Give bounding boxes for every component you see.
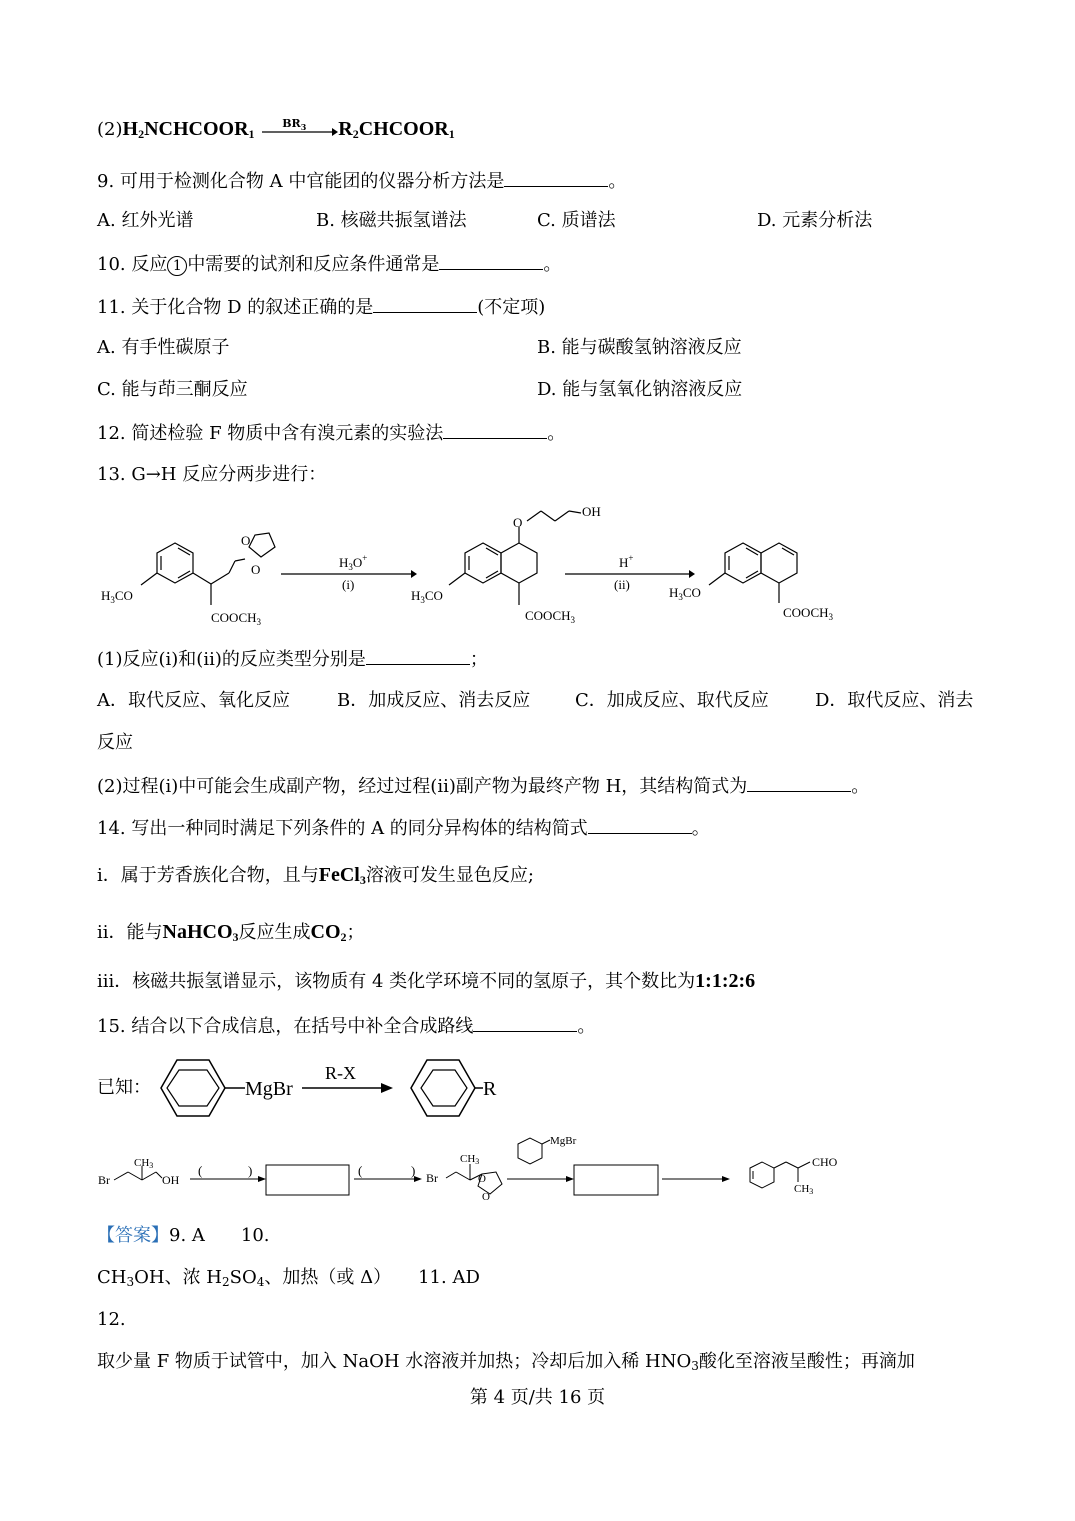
answer-line-3: 12. [97, 1309, 126, 1330]
q9-end: 。 [608, 171, 627, 192]
q14-end: 。 [691, 818, 710, 839]
ring-o-top: O [241, 533, 251, 548]
step2-reagent: H+ [619, 553, 634, 570]
q10-stem [97, 251, 561, 277]
ratio-value: 1:1:2:6 [695, 970, 756, 992]
q11-stem [97, 294, 545, 320]
q14-condition-1 [97, 863, 534, 892]
cond2-post: ； [346, 922, 365, 943]
arrow-icon [260, 122, 338, 142]
q9-option-b: B. 核磁共振氢谱法 [316, 210, 467, 231]
q13-sub1-stem [97, 646, 488, 672]
answer-blank[interactable] [504, 168, 608, 187]
rx-reagent: R-X [325, 1063, 356, 1083]
reactant-formula: $H_2NCHCOOR_1$ [122, 118, 255, 141]
circled-number: 1 [167, 256, 187, 276]
step1-reagent: $H_3O^+$ [339, 553, 368, 572]
answer-line-1 [97, 1224, 270, 1248]
answer-line-4: 取少量 F 物质于试管中，加入 NaOH 水溶液并加热；冷却后加入稀 $HNO_3$酸化至溶液呈酸性；再滴加 [97, 1351, 915, 1373]
q13-option-c: C．加成反应、取代反应 [575, 690, 769, 711]
q14-stem [97, 815, 710, 841]
q13-option-d: D．取代反应、消去 [815, 690, 974, 711]
q9-option-d: D. 元素分析法 [757, 210, 873, 231]
cooch3-label: $COOCH_3$ [211, 610, 262, 627]
q9-option-c: C. 质谱法 [537, 210, 616, 231]
q10-text-pre: 10. 反应 [97, 254, 168, 275]
q13-option-a: A．取代反应、氧化反应 [97, 690, 290, 711]
product-formula: $R_2CHCOOR_1$ [338, 118, 455, 141]
q15-end: 。 [577, 1016, 596, 1037]
q13-sub2-end: 。 [851, 776, 870, 797]
cond3-text: iii．核磁共振氢谱显示，该物质有 4 类化学环境不同的氢原子，其个数比为 [97, 971, 696, 992]
q9-option-a: A. 红外光谱 [97, 210, 194, 231]
q10-end: 。 [543, 254, 562, 275]
h3co-label-3: $H_3CO$ [669, 585, 701, 602]
q14-text: 14. 写出一种同时满足下列条件的 A 的同分异构体的结构简式 [97, 818, 588, 839]
ether-o-label: O [513, 515, 523, 530]
answer-blank[interactable] [473, 1013, 577, 1032]
q13-sub2-text: (2)过程(i)中可能会生成副产物，经过过程(ii)副产物为最终产物 H，其结构简式为 [97, 776, 748, 797]
page-footer: 第 4 页/共 16 页 [469, 1387, 606, 1408]
step1-label: (i) [342, 577, 355, 592]
h3co-label: $H_3CO$ [101, 588, 133, 605]
ch3-label: CH3 [134, 1157, 154, 1170]
paren-close-2: ) [411, 1163, 416, 1178]
cond1-text: i．属于芳香族化合物，且与 [97, 865, 319, 886]
co2-formula: $CO_2$ [310, 921, 347, 944]
answer-blank[interactable] [366, 646, 470, 665]
q11-option-b: B. 能与碳酸氢钠溶液反应 [537, 337, 742, 358]
paren-open-1: ( [198, 1163, 203, 1178]
q13-sub1-end: ； [469, 649, 488, 670]
answer-blank[interactable] [439, 251, 543, 270]
q10-text-post: 中需要的试剂和反应条件通常是 [187, 254, 440, 275]
q8-sub2-prefix: (2) [97, 119, 123, 140]
q14-condition-2 [97, 920, 365, 949]
q13-option-b: B．加成反应、消去反应 [337, 690, 531, 711]
answer-blank[interactable] [747, 773, 851, 792]
h3co-label-2: $H_3CO$ [411, 588, 443, 605]
q14-condition-3 [97, 969, 755, 994]
q15-text: 15. 结合以下合成信息，在括号中补全合成路线 [97, 1016, 474, 1037]
reagent-label: $BR_3$ [282, 117, 307, 132]
q12-stem [97, 420, 565, 446]
step2-label: (ii) [614, 577, 630, 592]
answer-line-2: $CH_3OH$、浓 $H_2SO_4$、加热（或 Δ） 11. AD [97, 1267, 480, 1289]
oh-label: OH [582, 504, 601, 519]
q12-end: 。 [547, 423, 566, 444]
paren-close-1: ) [248, 1163, 253, 1178]
cooch3-label-3: $COOCH_3$ [783, 605, 834, 622]
q13-option-wrap: 反应 [97, 732, 133, 753]
answer-tag: 【答案】 [97, 1225, 169, 1246]
cho-label: CHO [812, 1155, 838, 1169]
mgbr-label: MgBr [245, 1078, 293, 1100]
cond1-post: 溶液可发生显色反应; [365, 865, 534, 886]
ch3-label-3: CH3 [794, 1183, 814, 1196]
answer-line1-text: 9. A 10. [169, 1225, 270, 1246]
nahco3-formula: NaHCO$_3$ [162, 921, 239, 944]
oh-label-route: OH [162, 1173, 180, 1187]
answer-blank[interactable] [443, 420, 547, 439]
q9-text: 9. 可用于检测化合物 A 中官能团的仪器分析方法是 [97, 171, 505, 192]
ring-o-2: O [482, 1191, 490, 1203]
br-label: Br [98, 1173, 110, 1187]
q13-sub2-stem [97, 773, 869, 799]
q13-sub1-text: (1)反应(i)和(ii)的反应类型分别是 [97, 649, 366, 670]
known-label: 已知： [97, 1077, 151, 1098]
q9-stem [97, 168, 626, 194]
ring-o-1: O [478, 1173, 486, 1185]
q11-end: (不定项) [477, 297, 546, 318]
paren-open-2: ( [358, 1163, 363, 1178]
r-label: R [483, 1078, 497, 1100]
br-label-2: Br [426, 1171, 438, 1185]
q12-text: 12. 简述检验 F 物质中含有溴元素的实验法 [97, 423, 444, 444]
q11-option-c: C. 能与茚三酮反应 [97, 379, 248, 400]
reaction-arrow [260, 117, 338, 140]
q13-reaction-scheme [95, 497, 855, 632]
cond2-mid: 反应生成 [238, 922, 311, 943]
q15-stem [97, 1013, 595, 1039]
cooch3-label-2: $COOCH_3$ [525, 608, 576, 625]
synthesis-route [98, 1130, 858, 1210]
fecl3-formula: FeCl$_3$ [318, 864, 366, 887]
answer-blank[interactable] [588, 815, 692, 834]
mgbr-label-route: MgBr [550, 1135, 577, 1147]
q13-stem: 13. G→H 反应分两步进行： [97, 464, 327, 485]
known-reaction [155, 1055, 505, 1125]
ring-o-bottom: O [251, 562, 261, 577]
ch3-label-2: CH3 [460, 1153, 480, 1166]
q8-sub2-reaction [97, 117, 455, 146]
q11-option-a: A. 有手性碳原子 [97, 337, 230, 358]
answer-blank[interactable] [373, 294, 477, 313]
q11-option-d: D. 能与氢氧化钠溶液反应 [537, 379, 743, 400]
cond2-text: ii．能与 [97, 922, 163, 943]
q11-text: 11. 关于化合物 D 的叙述正确的是 [97, 297, 374, 318]
